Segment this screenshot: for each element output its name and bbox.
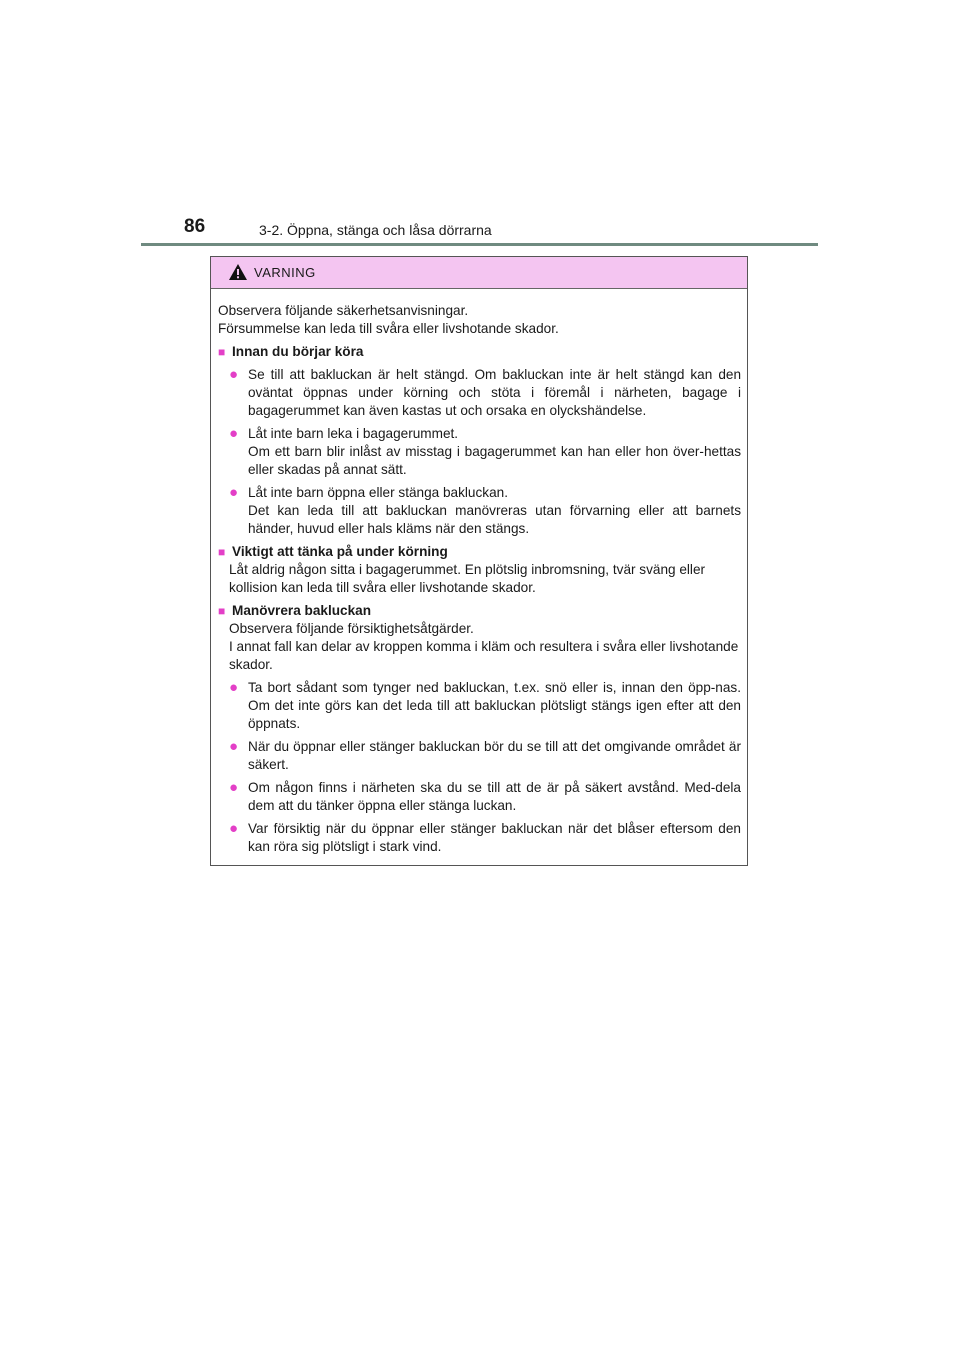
section-heading [218,602,741,620]
warning-header [211,257,747,289]
square-bullet-icon: ■ [218,345,226,359]
bullet-text [248,366,741,420]
warning-sections [218,343,741,856]
square-bullet-icon: ■ [218,545,226,559]
warning-title: VARNING [254,265,316,280]
section-text-line: Observera följande försiktighetsåtgärder. [229,621,474,636]
warning-triangle-icon [228,263,248,281]
section-heading-text: Viktigt att tänka på under körning [232,544,448,559]
bullet-line: Låt inte barn öppna eller stänga bakluckan. [248,485,508,500]
round-bullet-icon: ● [229,484,239,501]
list-item [218,366,741,420]
bullet-line: Se till att bakluckan är helt stängd. Om bakluckan inte är helt stängd kan den oväntat öppnas under körning och stöta i föremål i närheten, bagage i bagagerummet kan även kastas ut och orsaka en olyckshändelse. [248,367,741,418]
bullet-line: Det kan leda till att bakluckan manövreras utan förvarning eller att barnets händer, huvud eller hals kläms när den stängs. [248,503,741,536]
list-item [218,820,741,856]
section-heading-text: Innan du börjar köra [232,344,364,359]
bullet-line: Om någon finns i närheten ska du se till att de är på säkert avstånd. Med-dela dem att du tänker öppna eller stänga luckan. [248,780,741,813]
section-text-line: I annat fall kan delar av kroppen komma i kläm och resultera i svåra eller livshotande skador. [229,639,739,672]
warning-section [218,543,741,597]
bullet-text [248,679,741,733]
list-item [218,425,741,479]
square-bullet-icon: ■ [218,604,226,618]
page-number: 86 [184,216,206,237]
bullet-text [248,779,741,815]
bullet-list [218,679,741,856]
round-bullet-icon: ● [229,779,239,796]
section-heading [218,343,741,361]
round-bullet-icon: ● [229,679,239,696]
section-text [218,620,741,674]
bullet-text [248,425,741,479]
list-item [218,484,741,538]
section-text-line: Låt aldrig någon sitta i bagagerummet. En plötslig inbromsning, tvär sväng eller kollision kan leda till svåra eller livshotande skador. [229,562,706,595]
bullet-line: Var försiktig när du öppnar eller stänger bakluckan när det blåser eftersom den kan röra sig plötsligt i stark vind. [248,821,741,854]
round-bullet-icon: ● [229,738,239,755]
round-bullet-icon: ● [229,425,239,442]
warning-section [218,343,741,538]
bullet-text [248,820,741,856]
bullet-list [218,366,741,538]
warning-section [218,602,741,856]
list-item [218,679,741,733]
bullet-line: Om ett barn blir inlåst av misstag i bagagerummet kan han eller hon över-hettas eller skadas på annat sätt. [248,444,741,477]
warning-intro [218,302,741,338]
section-heading [218,543,741,561]
round-bullet-icon: ● [229,820,239,837]
section-title: 3-2. Öppna, stänga och låsa dörrarna [259,222,492,238]
intro-line: Försummelse kan leda till svåra eller livshotande skador. [218,321,559,336]
section-text [218,561,741,597]
bullet-line: När du öppnar eller stänger bakluckan bör du se till att det omgivande området är säkert. [248,739,741,772]
section-heading-text: Manövrera bakluckan [232,603,372,618]
warning-box [210,256,748,866]
bullet-text [248,484,741,538]
bullet-line: Ta bort sådant som tynger ned bakluckan, t.ex. snö eller is, innan den öpp-nas. Om det inte görs kan det leda till att bakluckan plötsligt stängs igen efter att den öppnats. [248,680,741,731]
warning-body [211,289,747,856]
list-item [218,779,741,815]
list-item [218,738,741,774]
header-divider [141,243,818,246]
bullet-text [248,738,741,774]
bullet-line: Låt inte barn leka i bagagerummet. [248,426,459,441]
intro-line: Observera följande säkerhetsanvisningar. [218,303,469,318]
round-bullet-icon: ● [229,366,239,383]
